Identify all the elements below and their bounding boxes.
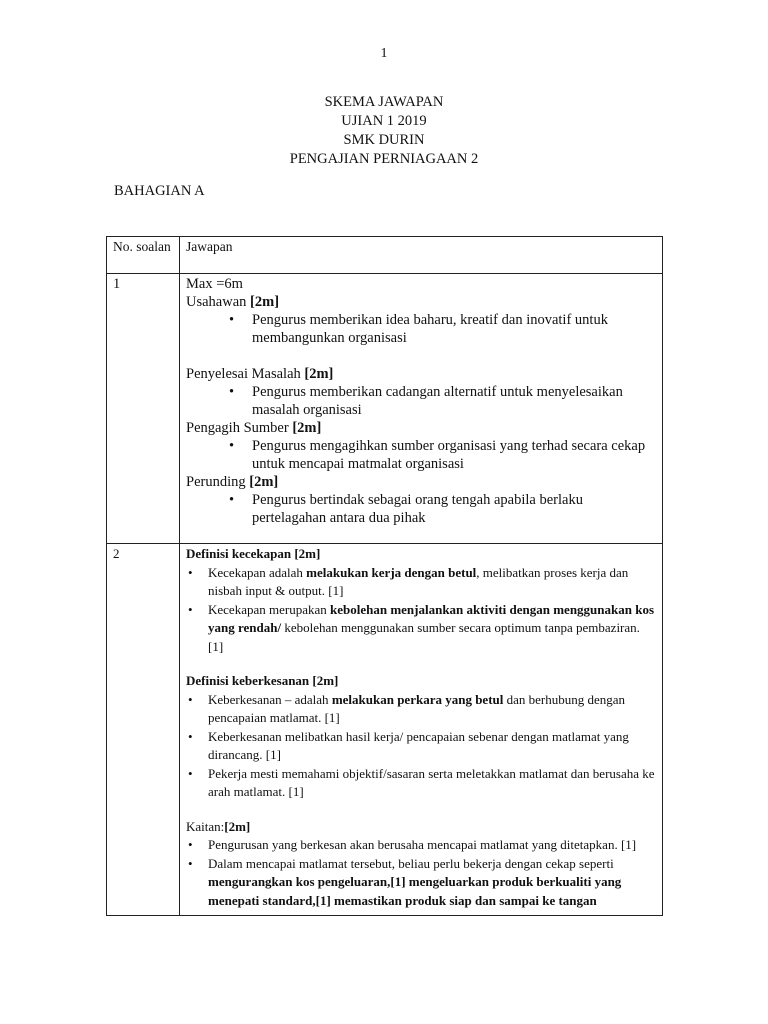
marks-label: [2m] [249, 474, 279, 490]
question-number: 1 [107, 274, 180, 544]
role-heading: Pengagih Sumber [2m] [186, 420, 322, 436]
answer-table [106, 236, 663, 916]
role-heading: Perunding [2m] [186, 474, 279, 490]
question-number: 2 [107, 544, 180, 916]
marks-label: [2m] [224, 818, 251, 834]
answer-point: • Keberkesanan melibatkan hasil kerja/ pencapaian sebenar dengan matlamat yang dirancang. [1] [208, 728, 656, 765]
column-header-no: No. soalan [107, 237, 180, 274]
marks-label: [2m] [292, 420, 322, 436]
answer-point: • Kecekapan merupakan kebolehan menjalankan aktiviti dengan menggunakan kos yang rendah/ kebolehan menggunakan sumber secara optimum tanpa pembaziran. [1] [208, 601, 656, 657]
answer-point: • Keberkesanan – adalah melakukan perkara yang betul dan berhubung dengan pencapaian matlamat. [1] [208, 691, 656, 728]
answer-point: • Pengurus mengagihkan sumber organisasi yang terhad secara cekap untuk mencapai matmalat organisasi [252, 437, 656, 473]
answer-point: • Pengurus memberikan idea baharu, kreatif dan inovatif untuk membangunkan organisasi [252, 311, 656, 347]
answer-point: • Pekerja mesti memahami objektif/sasaran serta meletakkan matlamat dan berusaha ke arah matlamat. [1] [208, 765, 656, 802]
answer-point: • Pengurus memberikan cadangan alternatif untuk menyelesaikan masalah organisasi [252, 383, 656, 419]
definition-heading: Definisi kecekapan [2m] [186, 546, 321, 561]
table-row [107, 544, 663, 916]
answer-point: • Kecekapan adalah melakukan kerja dengan betul, melibatkan proses kerja dan nisbah input & output. [1] [208, 564, 656, 601]
answer-point: • Pengurus bertindak sebagai orang tengah apabila berlaku pertelagahan antara dua pihak [252, 491, 656, 527]
table-header-row [107, 237, 663, 274]
answer-point: • Dalam mencapai matlamat tersebut, beliau perlu bekerja dengan cekap seperti mengurangkan kos pengeluaran,[1] mengeluarkan produk berkualiti yang menepati standard,[1] memastikan produk siap dan sampai ke tangan [208, 855, 656, 911]
document-header [0, 93, 768, 169]
answer-point: • Pengurusan yang berkesan akan berusaha mencapai matlamat yang ditetapkan. [1] [208, 836, 656, 855]
header-exam: UJIAN 1 2019 [341, 113, 427, 129]
section-title: BAHAGIAN A [114, 183, 205, 199]
marks-label: [2m] [304, 366, 334, 382]
page-number: 1 [380, 46, 388, 61]
role-heading: Penyelesai Masalah [2m] [186, 366, 334, 382]
role-heading: Usahawan [2m] [186, 294, 280, 310]
marks-label: [2m] [250, 294, 280, 310]
column-header-answer: Jawapan [180, 237, 663, 274]
header-school: SMK DURIN [343, 132, 425, 148]
header-subject: PENGAJIAN PERNIAGAAN 2 [289, 151, 479, 167]
header-title: SKEMA JAWAPAN [324, 94, 444, 110]
answer-cell [180, 274, 663, 544]
max-marks: Max =6m [186, 276, 243, 292]
answer-cell [180, 544, 663, 916]
definition-heading: Definisi keberkesanan [2m] [186, 673, 339, 688]
kaitan-heading: Kaitan:[2m] [186, 818, 251, 834]
table-row [107, 274, 663, 544]
